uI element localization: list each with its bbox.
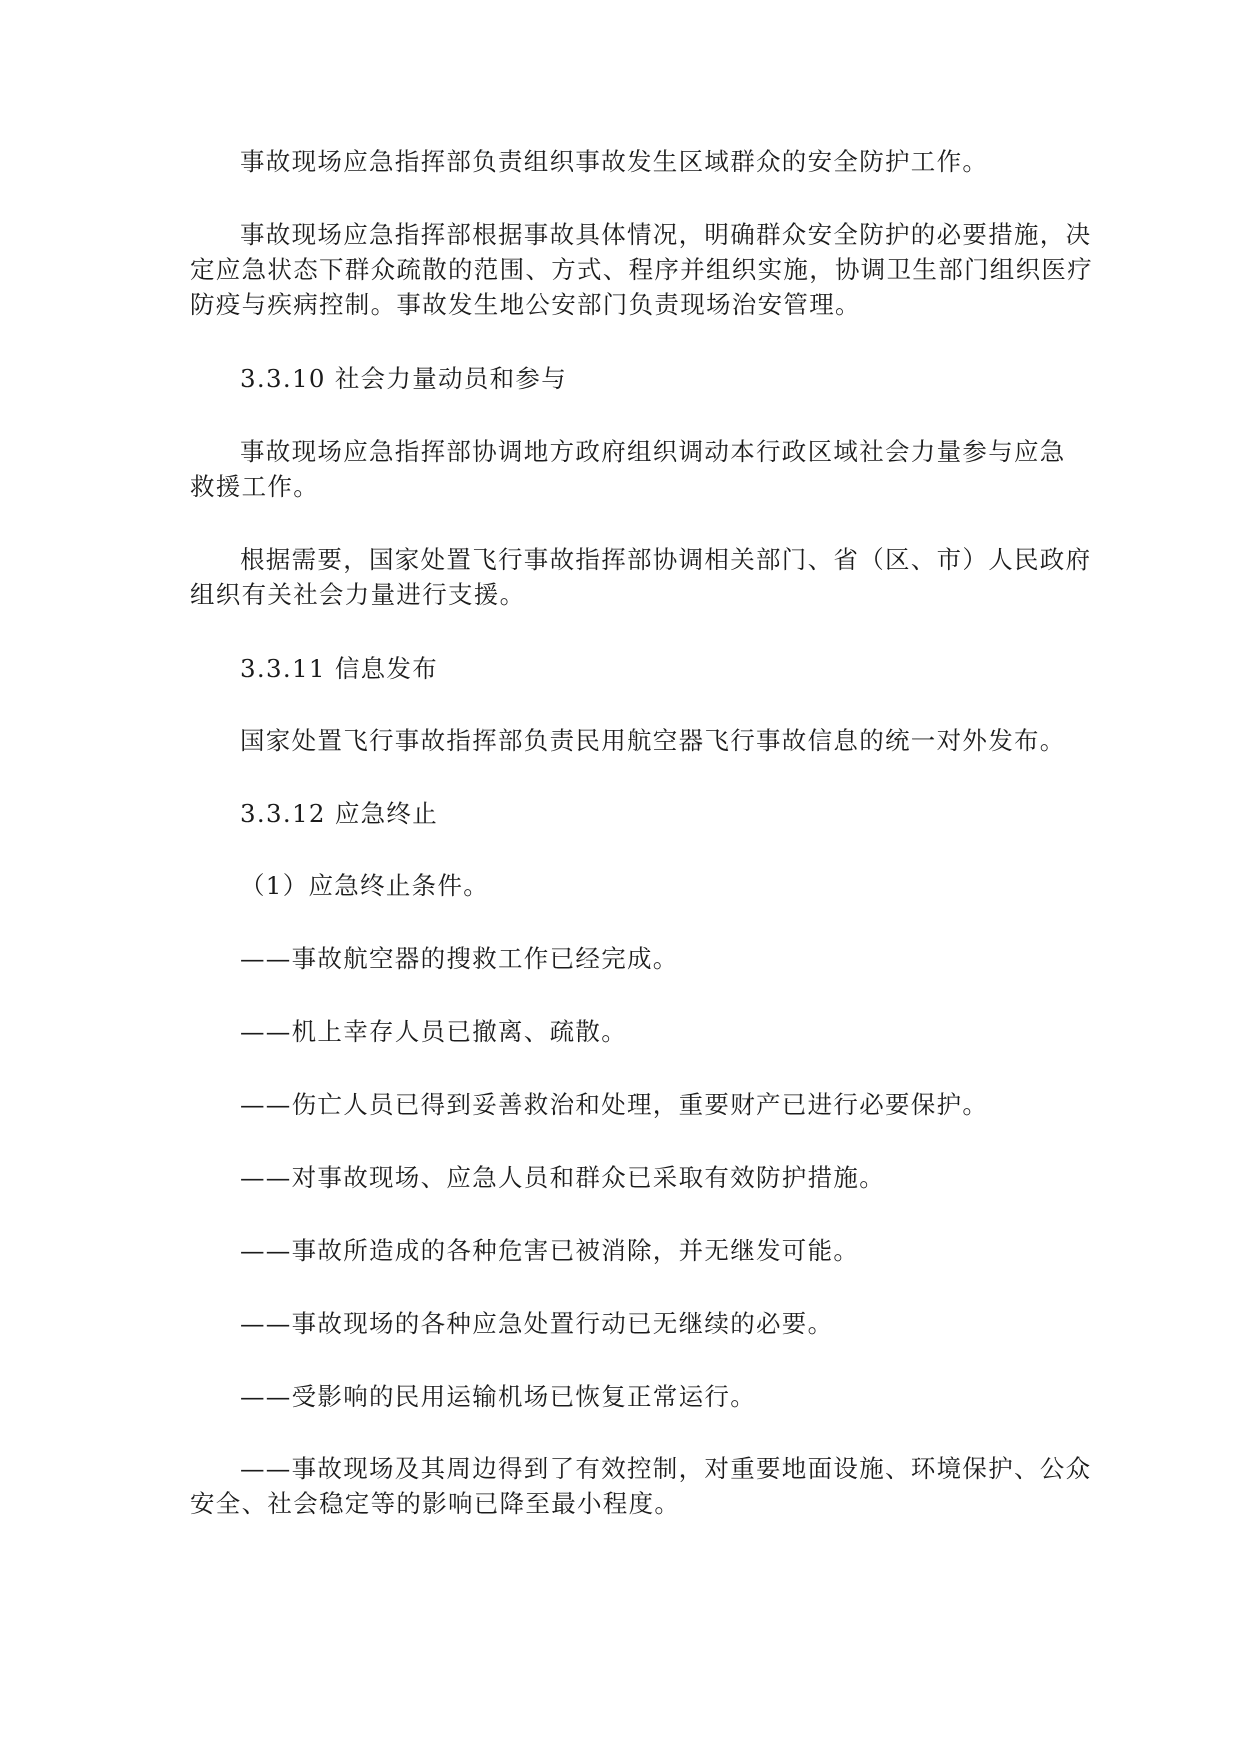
section-heading: 3.3.10 社会力量动员和参与 [240, 364, 568, 393]
list-item: ——事故现场的各种应急处置行动已无继续的必要。 [240, 1309, 834, 1338]
list-item: ——事故航空器的搜救工作已经完成。 [240, 944, 679, 973]
list-item: ——对事故现场、应急人员和群众已采取有效防护措施。 [240, 1163, 885, 1192]
paragraph-line: 事故现场应急指挥部协调地方政府组织调动本行政区域社会力量参与应急 [240, 437, 1066, 466]
list-item: ——伤亡人员已得到妥善救治和处理，重要财产已进行必要保护。 [240, 1090, 989, 1119]
paragraph-line: 组织有关社会力量进行支援。 [190, 580, 526, 609]
list-item: ——机上幸存人员已撤离、疏散。 [240, 1017, 627, 1046]
section-heading: 3.3.12 应急终止 [240, 799, 439, 828]
paragraph-line: 防疫与疾病控制。事故发生地公安部门负责现场治安管理。 [190, 290, 861, 319]
list-item: 安全、社会稳定等的影响已降至最小程度。 [190, 1489, 681, 1518]
list-heading: （1）应急终止条件。 [240, 871, 490, 900]
paragraph-line: 国家处置飞行事故指挥部负责民用航空器飞行事故信息的统一对外发布。 [240, 726, 1066, 755]
section-heading: 3.3.11 信息发布 [240, 654, 439, 683]
list-item: ——受影响的民用运输机场已恢复正常运行。 [240, 1382, 756, 1411]
paragraph-line: 事故现场应急指挥部根据事故具体情况，明确群众安全防护的必要措施，决 [240, 220, 1092, 249]
paragraph-line: 定应急状态下群众疏散的范围、方式、程序并组织实施，协调卫生部门组织医疗 [190, 255, 1093, 284]
paragraph-line: 根据需要，国家处置飞行事故指挥部协调相关部门、省（区、市）人民政府 [240, 545, 1092, 574]
paragraph-line: 事故现场应急指挥部负责组织事故发生区域群众的安全防护工作。 [240, 147, 989, 176]
paragraph-line: 救援工作。 [190, 472, 319, 501]
list-item: ——事故所造成的各种危害已被消除，并无继发可能。 [240, 1236, 860, 1265]
list-item: ——事故现场及其周边得到了有效控制，对重要地面设施、环境保护、公众 [240, 1454, 1092, 1483]
